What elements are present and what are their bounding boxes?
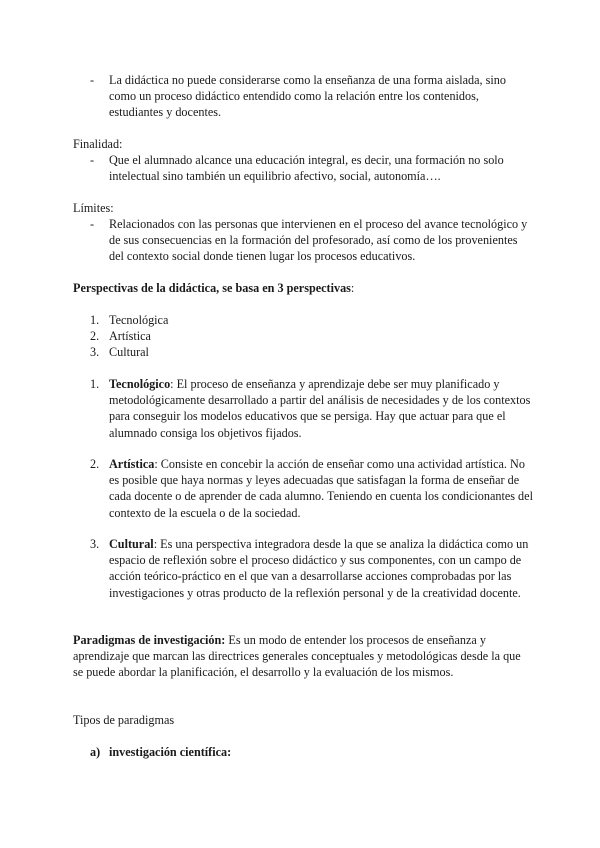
dash-marker: - — [90, 153, 95, 167]
dash-marker: - — [90, 217, 95, 231]
perspectivas-heading-colon: : — [350, 281, 355, 295]
list-label: Tecnológica — [109, 313, 169, 327]
detail-term: Cultural — [109, 537, 154, 551]
tipos-item-text: investigación científica: — [109, 745, 232, 759]
paradigmas-paragraph — [73, 632, 533, 681]
paradigmas-body: Es un modo de entender los procesos de enseñanza y aprendizaje que marcan las directrices generales conceptuales y metodológicas desde la que se puede abordar la planificación, el desarrollo y la evaluación de los mismos. — [73, 633, 521, 680]
paradigmas-term: Paradigmas de investigación: — [73, 633, 226, 647]
finalidad-heading: Finalidad: — [73, 137, 123, 151]
finalidad-bullet-text: Que el alumnado alcance una educación integral, es decir, una formación no solo intelectual sino también un equilibrio afectivo, social, autonomía…. — [109, 153, 504, 184]
limites-heading: Límites: — [73, 201, 114, 215]
list-number: 1. — [90, 313, 100, 327]
detail-text — [109, 536, 537, 601]
detail-term: Artística — [109, 457, 155, 471]
detail-body: : Es una perspectiva integradora desde la que se analiza la didáctica como un espacio de reflexión sobre el proceso didáctico y sus componentes, con un campo de acción teórico-práctico en el que van a desarrollarse acciones comprobadas por las investigaciones y otras producto de la reflexión personal y de la creatividad docente. — [109, 537, 529, 600]
detail-term: Tecnológico — [109, 377, 171, 391]
detail-body: : El proceso de enseñanza y aprendizaje debe ser muy planificado y metodológicamente desarrollado a partir del análisis de necesidades y de los contextos para conseguir los modelos educativos que se persiga. Hay que actuar para que el alumnado consiga los objetivos fijados. — [109, 377, 531, 440]
list-number: 2. — [90, 329, 100, 343]
list-label: Artística — [109, 329, 151, 343]
detail-number: 3. — [90, 537, 100, 551]
list-number: 3. — [90, 345, 100, 359]
intro-bullet-text: La didáctica no puede considerarse como la enseñanza de una forma aislada, sino como un proceso didáctico entendido como la relación entre los contenidos, estudiantes y docentes. — [109, 73, 506, 120]
dash-marker: - — [90, 73, 95, 87]
list-label: Cultural — [109, 345, 149, 359]
perspectivas-heading — [73, 280, 533, 296]
detail-number: 2. — [90, 457, 100, 471]
detail-text — [109, 376, 537, 441]
tipos-item-label: a) — [90, 745, 101, 759]
limites-bullet-text: Relacionados con las personas que intervienen en el proceso del avance tecnológico y de sus consecuencias en la formación del profesorado, así como de los provenientes del contexto social donde tienen lugar los procesos educativos. — [109, 217, 528, 264]
tipos-heading: Tipos de paradigmas — [73, 713, 175, 727]
detail-text — [109, 456, 537, 521]
detail-number: 1. — [90, 377, 100, 391]
detail-body: : Consiste en concebir la acción de enseñar como una actividad artística. No es posible que haya normas y leyes adecuadas que satisfagan la forma de enseñar de cada docente o de aprender de cada alumno. Teniendo en cuenta los condicionantes del contexto de la escuela o de la sociedad. — [109, 457, 533, 520]
perspectivas-heading-bold: Perspectivas de la didáctica, se basa en 3 perspectivas — [73, 281, 351, 295]
